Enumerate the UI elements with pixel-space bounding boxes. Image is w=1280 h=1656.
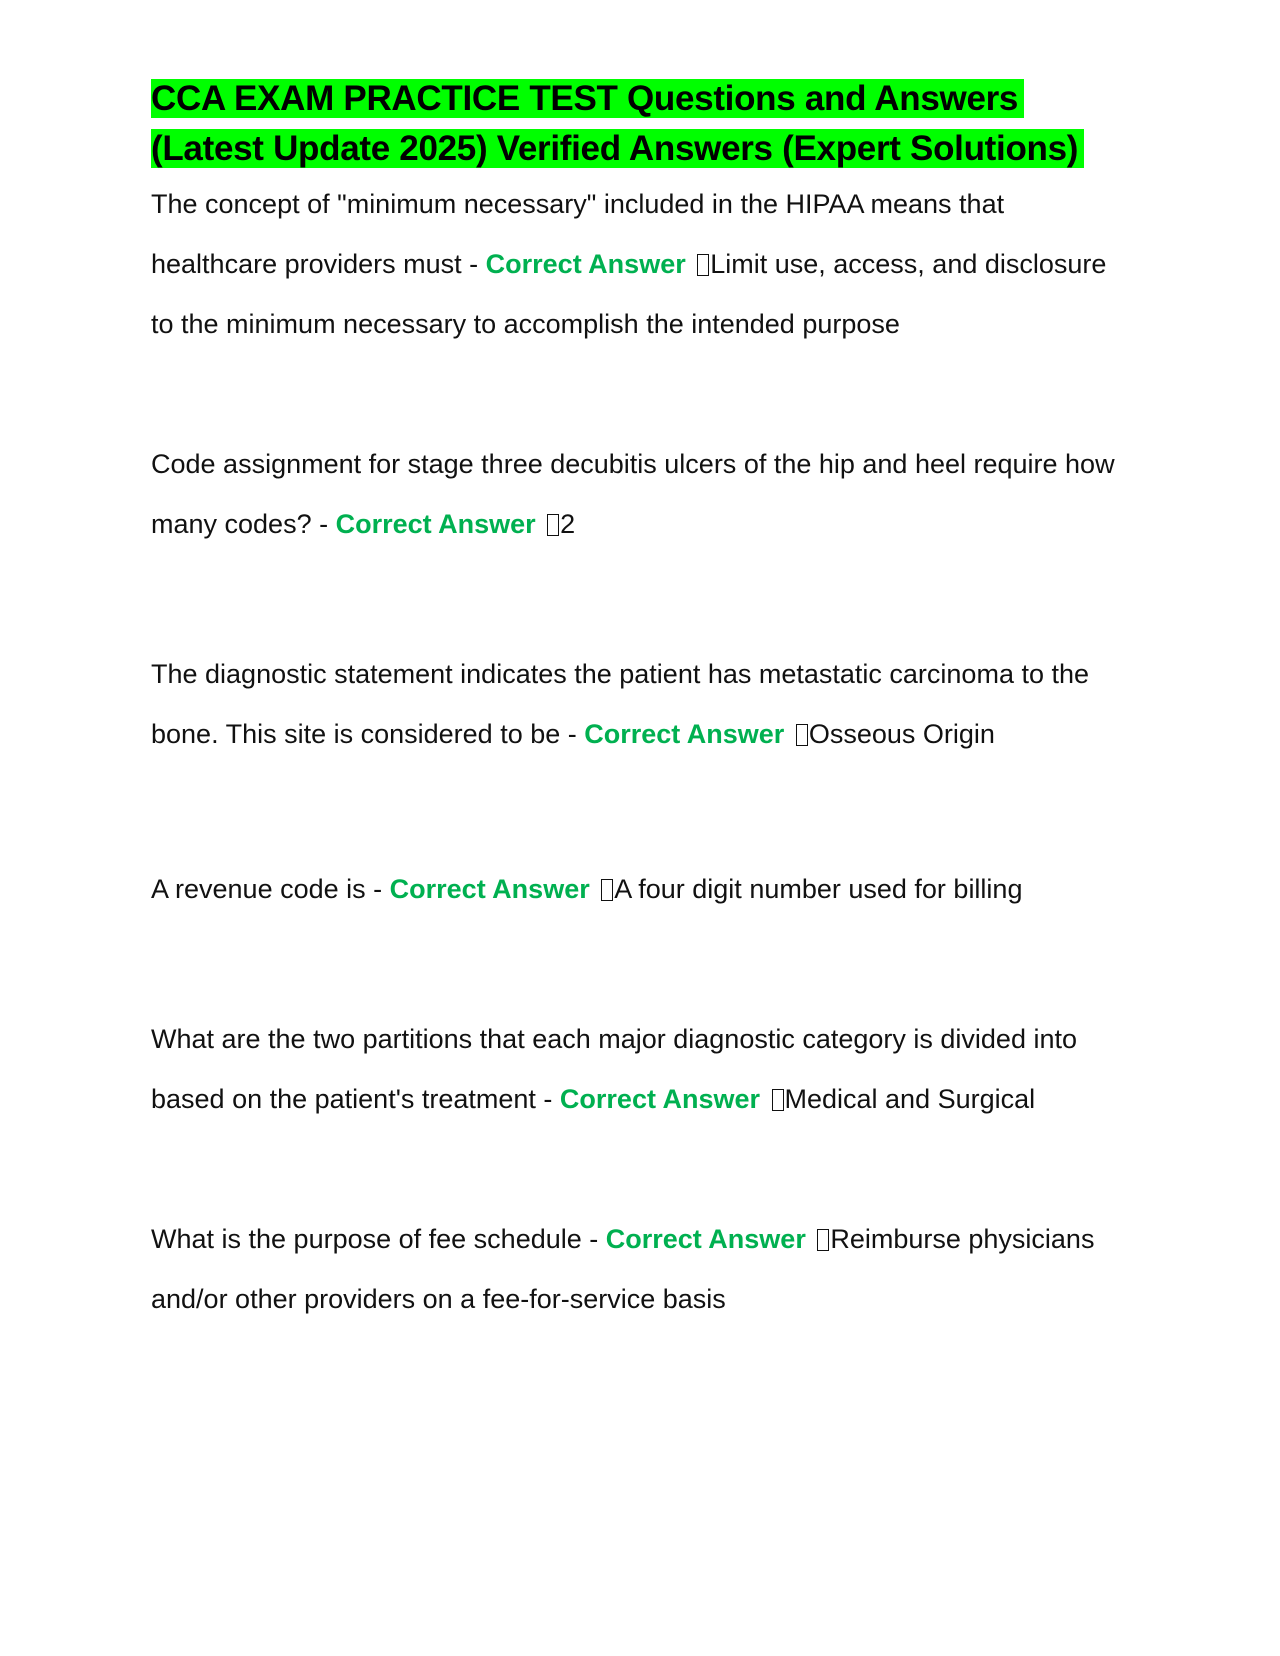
correct-answer-label: Correct Answer: [389, 874, 590, 904]
document-title: [151, 74, 1131, 174]
qa-item: [151, 434, 1131, 554]
qa-item: [151, 644, 1131, 764]
separator: -: [560, 719, 585, 749]
question-text: The concept of "minimum necessary" included in the HIPAA means that healthcare providers must: [151, 189, 1005, 279]
title-highlight: CCA EXAM PRACTICE TEST Questions and Answers (Latest Update 2025) Verified Answers (Expert Solutions): [151, 79, 1084, 168]
answer-text: Medical and Surgical: [784, 1084, 1036, 1114]
missing-glyph-icon: [796, 724, 808, 746]
question-text: What are the two partitions that each major diagnostic category is divided into based on the patient's treatment: [151, 1024, 1077, 1114]
question-text: Code assignment for stage three decubitis ulcers of the hip and heel require how many codes?: [151, 449, 1115, 539]
correct-answer-label: Correct Answer: [605, 1224, 806, 1254]
document-page: [151, 74, 1131, 1329]
question-text: The diagnostic statement indicates the patient has metastatic carcinoma to the bone. This site is considered to be: [151, 659, 1090, 749]
separator: -: [581, 1224, 606, 1254]
separator: -: [535, 1084, 560, 1114]
question-text: A revenue code is: [151, 874, 366, 904]
qa-item: [151, 1209, 1131, 1329]
answer-text: 2: [560, 509, 576, 539]
missing-glyph-icon: [547, 514, 559, 536]
qa-item: [151, 859, 1131, 919]
answer-text: A four digit number used for billing: [614, 874, 1023, 904]
separator: -: [311, 509, 336, 539]
missing-glyph-icon: [817, 1229, 829, 1251]
answer-text: Limit use, access, and disclosure to the minimum necessary to accomplish the intended purpose: [151, 249, 1107, 339]
missing-glyph-icon: [772, 1089, 784, 1111]
answer-text: Osseous Origin: [808, 719, 995, 749]
missing-glyph-icon: [697, 254, 709, 276]
question-text: What is the purpose of fee schedule: [151, 1224, 582, 1254]
correct-answer-label: Correct Answer: [559, 1084, 760, 1114]
separator: -: [365, 874, 390, 904]
correct-answer-label: Correct Answer: [335, 509, 536, 539]
qa-item: [151, 174, 1131, 354]
answer-text: Reimburse physicians and/or other providers on a fee-for-service basis: [151, 1224, 1095, 1314]
qa-item: [151, 1009, 1131, 1129]
correct-answer-label: Correct Answer: [485, 249, 686, 279]
separator: -: [461, 249, 486, 279]
missing-glyph-icon: [601, 879, 613, 901]
correct-answer-label: Correct Answer: [584, 719, 785, 749]
